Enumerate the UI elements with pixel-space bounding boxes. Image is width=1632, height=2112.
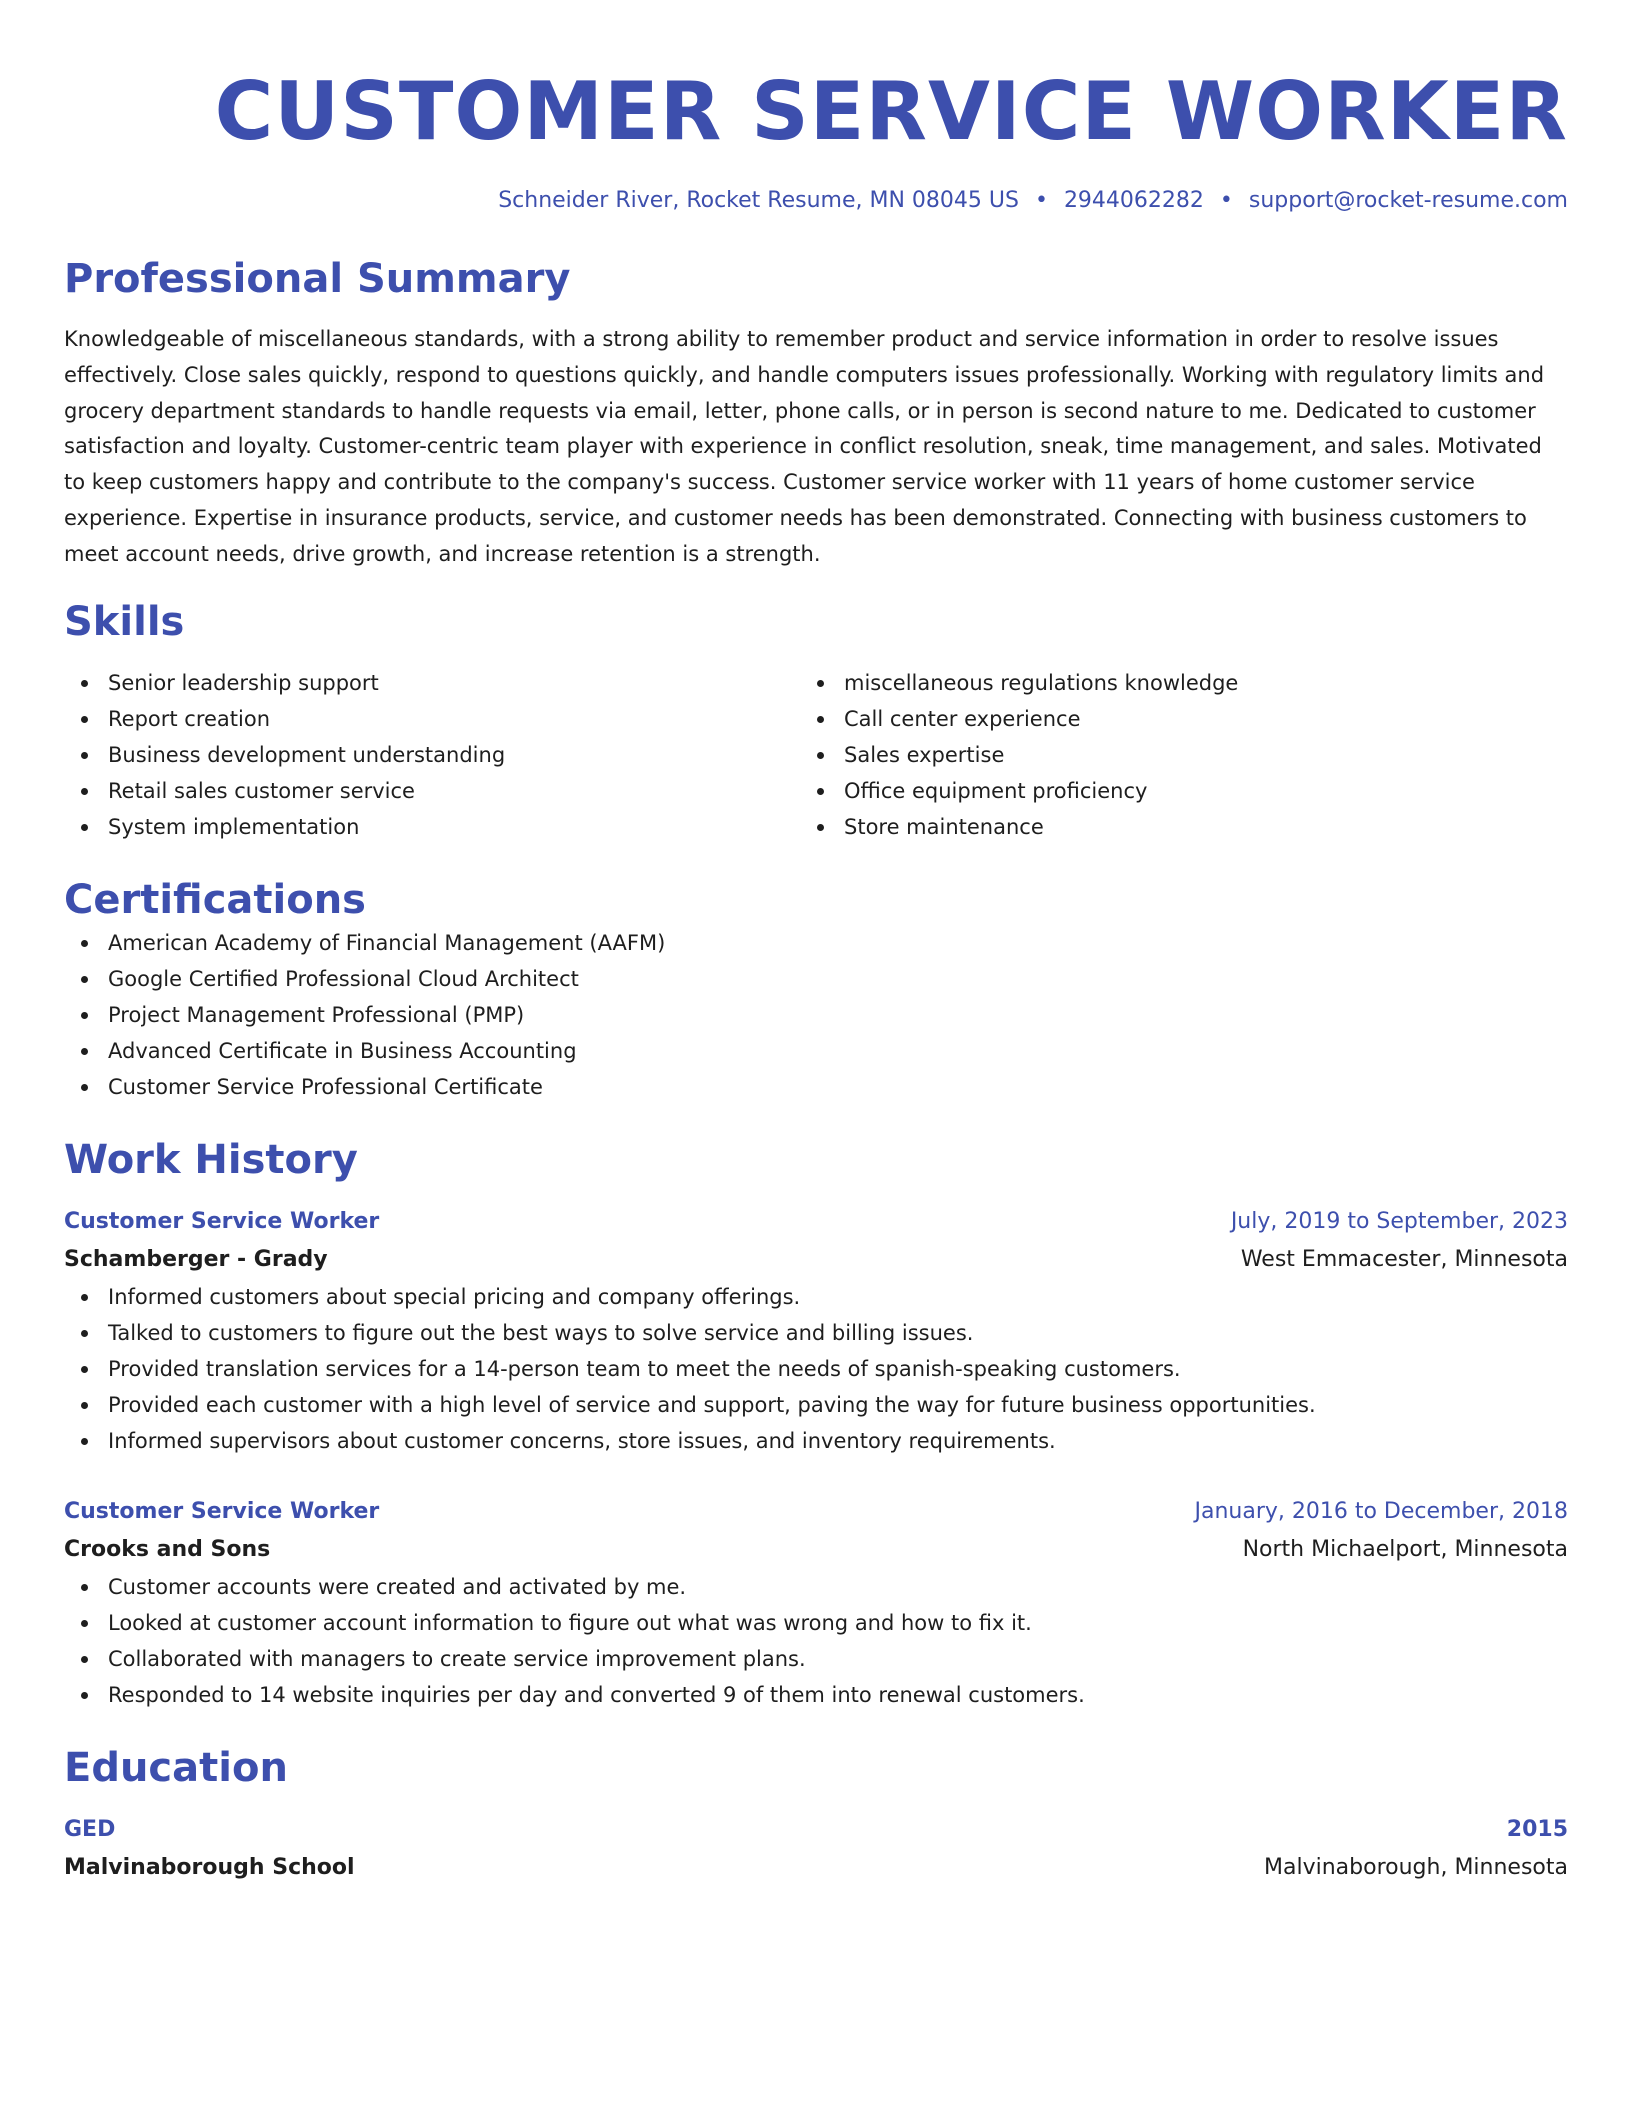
skill-item: Business development understanding — [64, 737, 800, 773]
contact-line — [64, 186, 1568, 216]
certifications-list — [64, 925, 1568, 1105]
job-company-row — [64, 1531, 1568, 1569]
summary-heading: Professional Summary — [64, 256, 571, 302]
job-location: West Emmacester, Minnesota — [1240, 1246, 1568, 1272]
certifications-section — [64, 875, 1568, 1105]
skills-heading: Skills — [64, 598, 185, 645]
education-year: 2015 — [1506, 1816, 1568, 1842]
job-title-row — [64, 1493, 1568, 1531]
job-company-row — [64, 1241, 1568, 1279]
job-duty: Provided each customer with a high level of service and support, paving the way for future business opportunities. — [64, 1387, 1568, 1423]
certification-item: American Academy of Financial Management (AAFM) — [64, 925, 1568, 961]
education-school-row — [64, 1849, 1568, 1887]
job-duty: Talked to customers to figure out the best ways to solve service and billing issues. — [64, 1315, 1568, 1351]
skills-list-right — [800, 665, 1536, 845]
job-duty: Informed customers about special pricing and company offerings. — [64, 1279, 1568, 1315]
skills-column-left — [64, 665, 800, 845]
education-degree-row — [64, 1811, 1568, 1849]
skills-section — [64, 597, 1568, 845]
job-duty: Looked at customer account information to figure out what was wrong and how to fix it. — [64, 1605, 1568, 1641]
job-location: North Michaelport, Minnesota — [1242, 1536, 1568, 1562]
summary-paragraph: Knowledgeable of miscellaneous standards, with a strong ability to remember product and service information in order to resolve issues effectively. Close sales quickly, respond to questions quickly, and handle computers issues professionally. Working with regulatory limits and grocery department standards to handle requests via email, letter, phone calls, or in person is second nature to me. Dedicated to customer satisfaction and loyalty. Customer-centric team player with experience in conflict resolution, sneak, time management, and sales. Motivated to keep customers happy and contribute to the company's success. Customer service worker with 11 years of home customer service experience. Expertise in insurance products, service, and customer needs has been demonstrated. Connecting with business customers to meet account needs, drive growth, and increase retention is a strength. — [64, 327, 1545, 566]
job-entry — [64, 1203, 1568, 1459]
skills-list-left — [64, 665, 800, 845]
education-entry — [64, 1811, 1568, 1887]
contact-separator: • — [1034, 188, 1048, 213]
work-history-heading: Work History — [64, 1136, 358, 1183]
contact-separator: • — [1219, 188, 1233, 213]
job-duty: Customer accounts were created and activated by me. — [64, 1569, 1568, 1605]
job-duties-list — [64, 1279, 1568, 1459]
skill-item: Call center experience — [800, 701, 1536, 737]
job-duty: Responded to 14 website inquiries per day and converted 9 of them into renewal customers. — [64, 1677, 1568, 1713]
certification-item: Advanced Certificate in Business Accounting — [64, 1033, 1568, 1069]
work-history-section — [64, 1135, 1568, 1713]
education-heading: Education — [64, 1744, 288, 1791]
skill-item: Office equipment proficiency — [800, 773, 1536, 809]
education-degree: GED — [64, 1816, 116, 1842]
job-title: Customer Service Worker — [64, 1208, 380, 1234]
candidate-name: CUSTOMER SERVICE WORKER — [214, 65, 1568, 158]
skill-item: miscellaneous regulations knowledge — [800, 665, 1536, 701]
summary-section — [64, 254, 1568, 573]
job-duty: Provided translation services for a 14-person team to meet the needs of spanish-speaking customers. — [64, 1351, 1568, 1387]
job-dates: July, 2019 to September, 2023 — [1230, 1208, 1568, 1234]
skill-item: Senior leadership support — [64, 665, 800, 701]
certifications-heading: Certifications — [64, 876, 366, 923]
job-duty: Informed supervisors about customer concerns, store issues, and inventory requirements. — [64, 1423, 1568, 1459]
job-company: Schamberger - Grady — [64, 1246, 328, 1272]
education-location: Malvinaborough, Minnesota — [1264, 1854, 1568, 1880]
certification-item: Google Certified Professional Cloud Architect — [64, 961, 1568, 997]
skill-item: Sales expertise — [800, 737, 1536, 773]
job-duties-list — [64, 1569, 1568, 1713]
resume-header — [64, 56, 1568, 216]
job-company: Crooks and Sons — [64, 1536, 271, 1562]
job-dates: January, 2016 to December, 2018 — [1194, 1498, 1568, 1524]
contact-phone: 2944062282 — [1063, 188, 1204, 213]
skill-item: System implementation — [64, 809, 800, 845]
skills-columns — [64, 665, 1568, 845]
job-entry — [64, 1493, 1568, 1713]
education-section — [64, 1743, 1568, 1887]
job-title-row — [64, 1203, 1568, 1241]
skill-item: Report creation — [64, 701, 800, 737]
skills-column-right — [800, 665, 1536, 845]
job-duty: Collaborated with managers to create service improvement plans. — [64, 1641, 1568, 1677]
education-school: Malvinaborough School — [64, 1854, 355, 1880]
skill-item: Retail sales customer service — [64, 773, 800, 809]
skill-item: Store maintenance — [800, 809, 1536, 845]
certification-item: Customer Service Professional Certificate — [64, 1069, 1568, 1105]
contact-email: support@rocket-resume.com — [1248, 188, 1568, 213]
certification-item: Project Management Professional (PMP) — [64, 997, 1568, 1033]
contact-address: Schneider River, Rocket Resume, MN 08045 US — [498, 188, 1019, 213]
job-title: Customer Service Worker — [64, 1498, 380, 1524]
